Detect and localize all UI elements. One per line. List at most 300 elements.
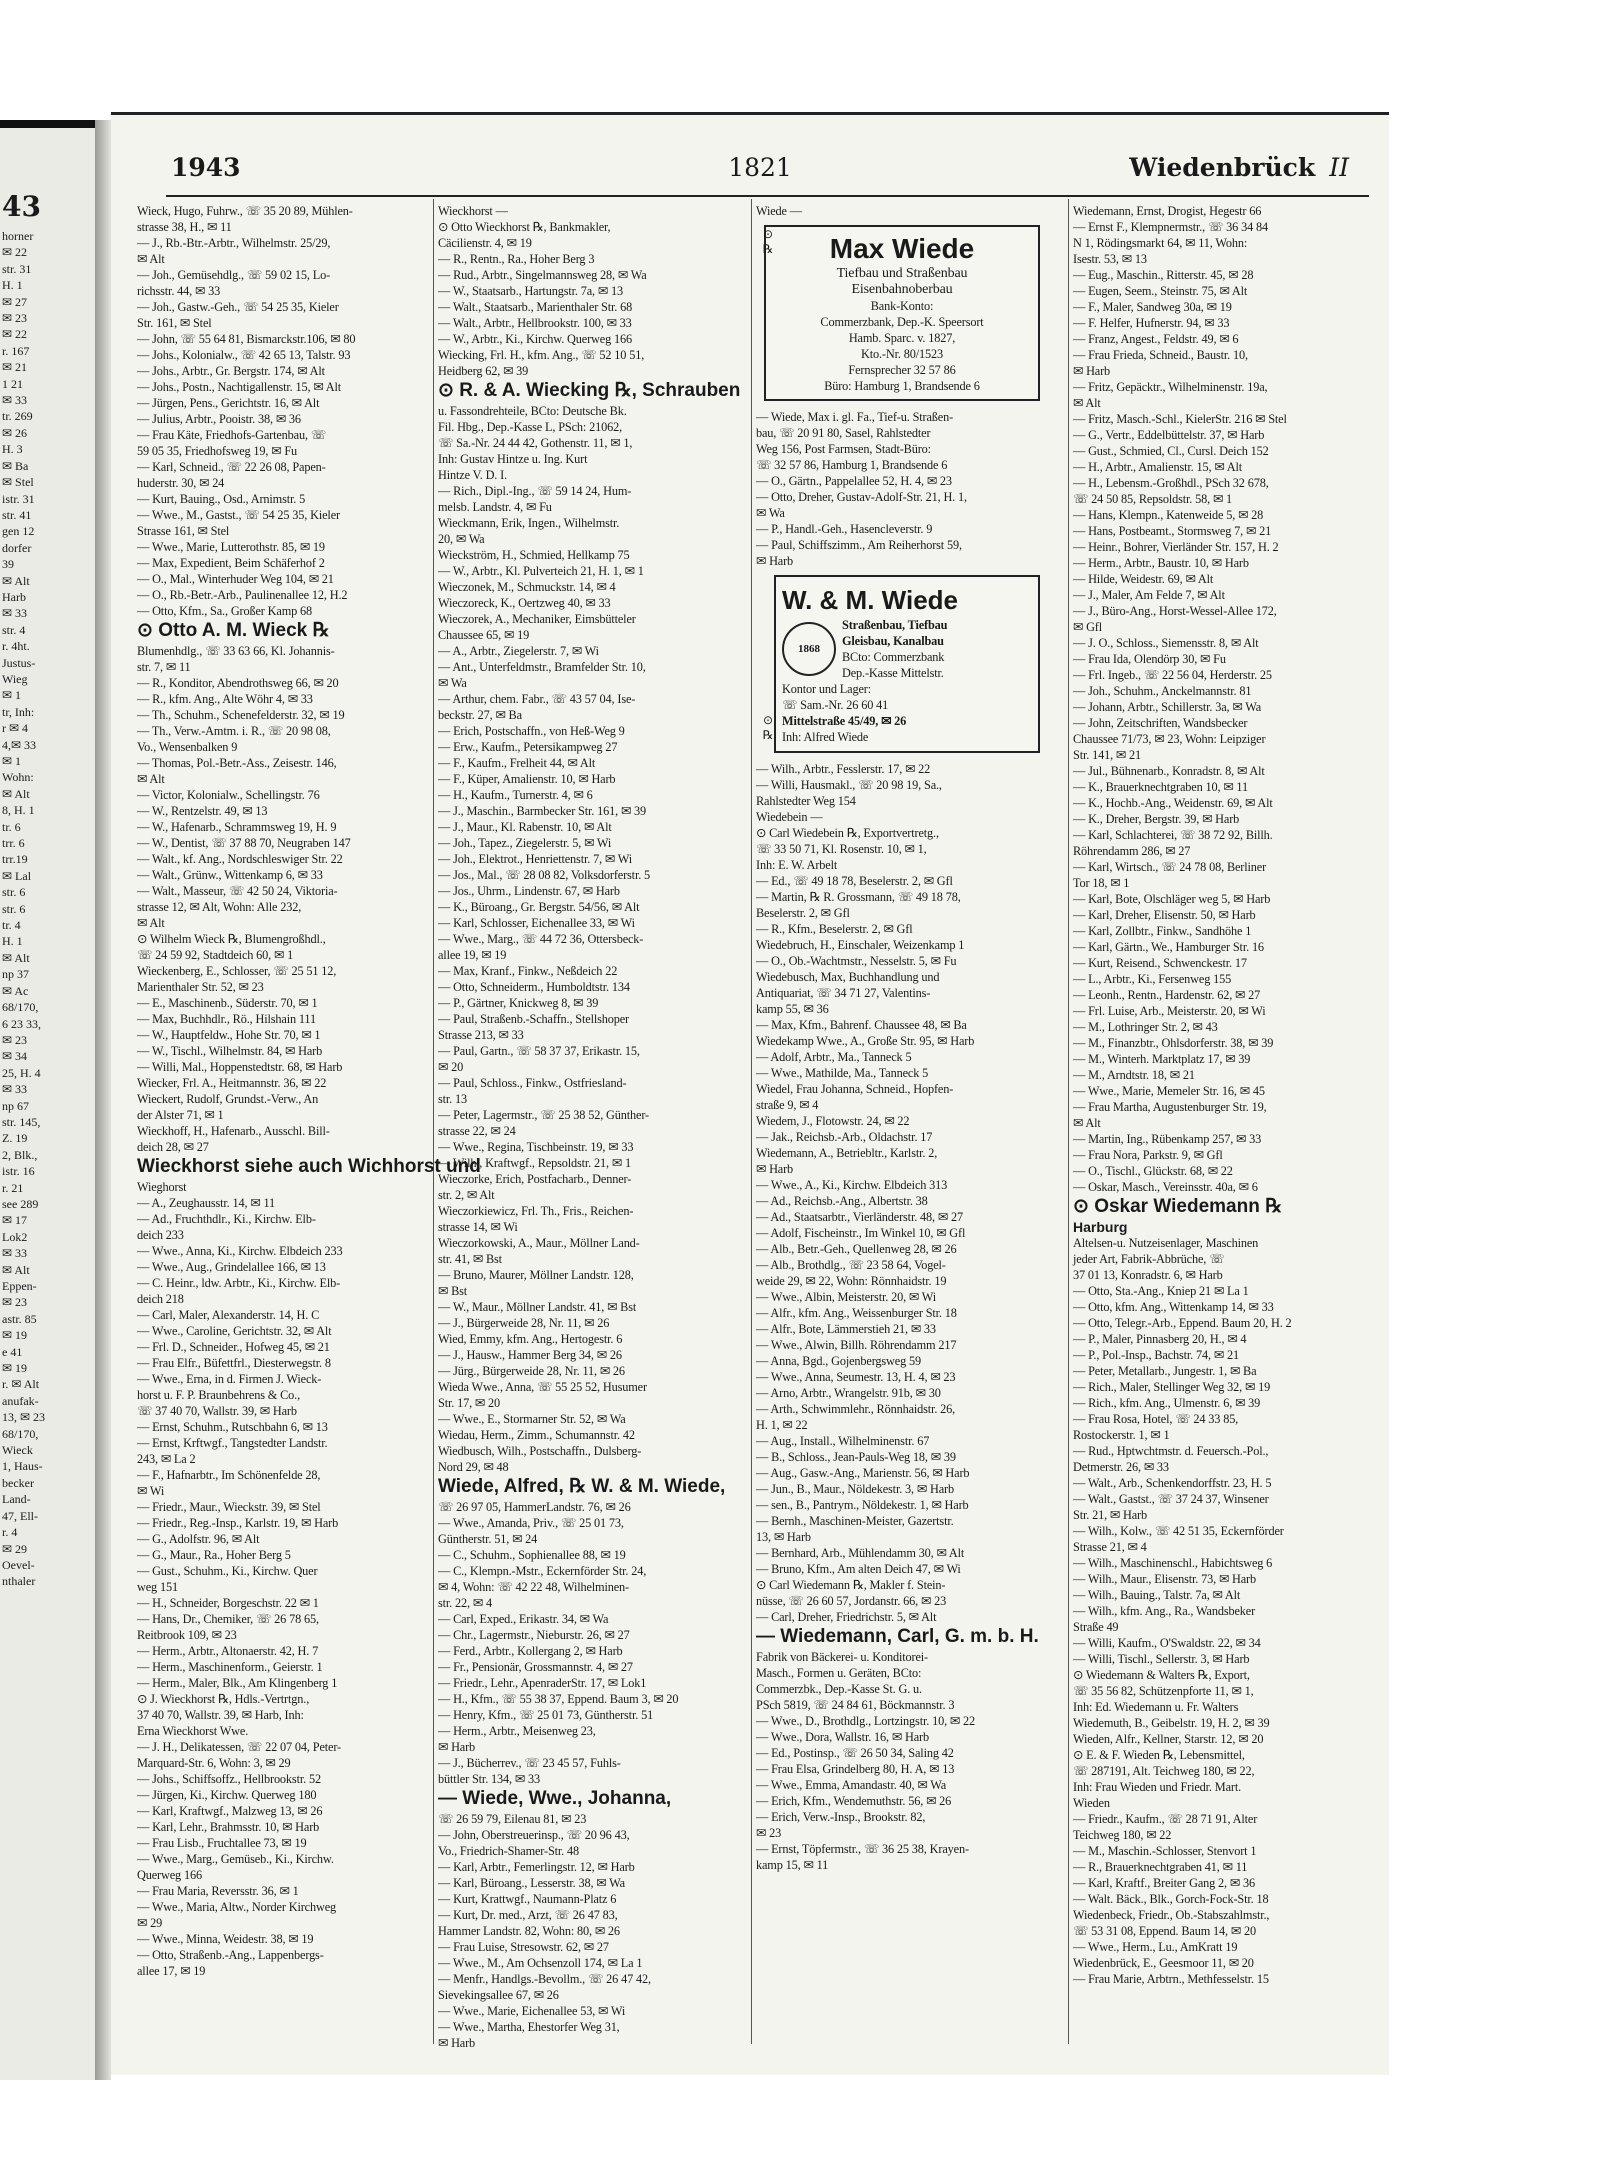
directory-entry: str. 22, ✉ 4	[438, 1596, 492, 1610]
previous-page-line: ✉ 22	[2, 327, 28, 342]
directory-entry: — Friedr., Reg.-Insp., Karlstr. 19, ✉ Harb	[137, 1516, 339, 1530]
directory-entry: — Thomas, Pol.-Betr.-Ass., Zeisestr. 146,	[137, 756, 337, 770]
directory-entry: — O., Tischl., Glückstr. 68, ✉ 22	[1073, 1164, 1233, 1178]
previous-page-line: 68/170,	[2, 1426, 39, 1441]
previous-page-line: r ✉ 4	[2, 721, 29, 736]
directory-entry: — W., Arbtr., Ki., Kirchw. Querweg 166	[438, 332, 632, 346]
directory-entry: — Johann, Arbtr., Schillerstr. 3a, ✉ Wa	[1073, 700, 1262, 714]
column-separator	[433, 199, 434, 2044]
directory-entry: ✉ Wa	[756, 506, 785, 520]
directory-entry: — J. H., Delikatessen, ☏ 22 07 04, Peter-	[137, 1740, 341, 1754]
directory-entry: — Jos., Mal., ☏ 28 08 82, Volksdorferstr. 5	[438, 868, 651, 882]
previous-page-line: str. 4	[2, 622, 26, 637]
directory-entry: Beselerstr. 2, ✉ Gfl	[756, 906, 850, 920]
directory-entry: ☏ 24 59 92, Stadtdeich 60, ✉ 1	[137, 948, 294, 962]
directory-entry: — O., Rb.-Betr.-Arb., Paulinenallee 12, H.2	[137, 588, 348, 602]
directory-entry: — P., Gärtner, Knickweg 8, ✉ 39	[438, 996, 599, 1010]
directory-entry: — L., Arbtr., Ki., Fersenweg 155	[1073, 972, 1232, 986]
directory-entry: — John, ☏ 55 64 81, Bismarckstr.106, ✉ 80	[137, 332, 356, 346]
directory-entry: — Otto, Kfm., Sa., Großer Kamp 68	[137, 604, 313, 618]
directory-entry: — John, Zeitschriften, Wandsbecker	[1073, 716, 1248, 730]
directory-entry: — C., Schuhm., Sophienallee 88, ✉ 19	[438, 1548, 626, 1562]
directory-entry: — P., Maler, Pinnasberg 20, H., ✉ 4	[1073, 1332, 1247, 1346]
page-header	[171, 153, 1349, 187]
directory-entry: Wiedau, Herm., Zimm., Schumannstr. 42	[438, 1428, 635, 1442]
directory-entry: — Frau Ida, Olendörp 30, ✉ Fu	[1073, 652, 1226, 666]
directory-entry: — R., Brauerknechtgraben 41, ✉ 11	[1073, 1860, 1248, 1874]
previous-page-heading: 43	[2, 190, 41, 223]
directory-entry: H. 1, ✉ 22	[756, 1418, 808, 1432]
previous-page-line: r. 4ht.	[2, 639, 30, 654]
book-gutter	[95, 120, 111, 2080]
directory-entry: — Wwe., Marie, Memeler Str. 16, ✉ 45	[1073, 1084, 1265, 1098]
directory-entry: — Erich, Postschaffn., von Heß-Weg 9	[438, 724, 625, 738]
directory-entry: — Wilh., Maschinenschl., Habichtsweg 6	[1073, 1556, 1273, 1570]
directory-entry: — P., Pol.-Insp., Bachstr. 74, ✉ 21	[1073, 1348, 1239, 1362]
previous-page-line: ✉ 33	[2, 606, 28, 621]
directory-entry: — Wwe., Marie, Eichenallee 53, ✉ Wi	[438, 2004, 626, 2018]
directory-entry: — F., Küper, Amalienstr. 10, ✉ Harb	[438, 772, 616, 786]
directory-entry: str. 7, ✉ 11	[137, 660, 191, 674]
directory-entry: — Wwe., Erna, in d. Firmen J. Wieck-	[137, 1372, 322, 1386]
directory-entry: — Eug., Maschin., Ritterstr. 45, ✉ 28	[1073, 268, 1254, 282]
directory-entry: Wiedenbrück, E., Geesmoor 11, ✉ 20	[1073, 1956, 1254, 1970]
directory-entry: — Friedr., Kaufm., ☏ 28 71 91, Alter	[1073, 1812, 1258, 1826]
directory-entry: Chaussee 65, ✉ 19	[438, 628, 530, 642]
directory-entry: — Frau Lisb., Fruchtallee 73, ✉ 19	[137, 1836, 307, 1850]
column-separator	[751, 199, 752, 2044]
directory-entry: — Wilh., Kraftwgf., Repsoldstr. 21, ✉ 1	[438, 1156, 631, 1170]
directory-entry: deich 218	[137, 1292, 184, 1306]
directory-entry: — Peter, Metallarb., Jungestr. 1, ✉ Ba	[1073, 1364, 1257, 1378]
directory-entry: weg 151	[137, 1580, 178, 1594]
directory-entry: — Kurt, Reisend., Schwenckestr. 17	[1073, 956, 1247, 970]
directory-entry: — H., Arbtr., Amalienstr. 15, ✉ Alt	[1073, 460, 1243, 474]
directory-entry: Wieden	[1073, 1796, 1110, 1810]
directory-entry: — Oskar, Masch., Vereinsstr. 40a, ✉ 6	[1073, 1180, 1258, 1194]
previous-page-line: Lok2	[2, 1229, 28, 1244]
directory-entry: — Herm., Arbtr., Altonaerstr. 42, H. 7	[137, 1644, 319, 1658]
ad-line: Eisenbahnoberbau	[851, 282, 953, 297]
directory-entry: strasse 14, ✉ Wi	[438, 1220, 518, 1234]
directory-entry: — Rich., kfm. Ang., Ulmenstr. 6, ✉ 39	[1073, 1396, 1261, 1410]
directory-entry: Chaussee 71/73, ✉ 23, Wohn: Leipziger	[1073, 732, 1266, 746]
directory-entry: jeder Art, Fabrik-Abbrüche, ☏	[1073, 1252, 1225, 1266]
directory-entry: — Bruno, Kfm., Am alten Deich 47, ✉ Wi	[756, 1562, 961, 1576]
directory-entry: — Joh., Tapez., Ziegelerstr. 5, ✉ Wi	[438, 836, 612, 850]
previous-page-line: tr, Inh:	[2, 704, 35, 719]
directory-entry: — Carl, Maler, Alexanderstr. 14, H. C	[137, 1308, 320, 1322]
directory-entry: Sievekingsallee 67, ✉ 26	[438, 1988, 559, 2002]
directory-entry: Erna Wieckhorst Wwe.	[137, 1724, 249, 1738]
directory-entry: — Wilh., Maur., Elisenstr. 73, ✉ Harb	[1073, 1572, 1257, 1586]
directory-entry: Reitbrook 109, ✉ 23	[137, 1628, 237, 1642]
directory-entry: — Walt., Arb., Schenkendorffstr. 23, H. 5	[1073, 1476, 1272, 1490]
directory-entry: — Eugen, Seem., Steinstr. 75, ✉ Alt	[1073, 284, 1248, 298]
directory-entry: — G., Vertr., Eddelbüttelstr. 37, ✉ Harb	[1073, 428, 1265, 442]
directory-entry: — Fritz, Gepäcktr., Wilhelminenstr. 19a,	[1073, 380, 1268, 394]
directory-entry: — Walt., Gastst., ☏ 37 24 37, Winsener	[1073, 1492, 1269, 1506]
directory-entry: — Johs., Schiffsoffz., Hellbrookstr. 52	[137, 1772, 321, 1786]
previous-page-line: dorfer	[2, 540, 32, 555]
page-number: 1821	[728, 153, 792, 182]
directory-entry: — Frau Martha, Augustenburger Str. 19,	[1073, 1100, 1267, 1114]
ad-line: Kontor und Lager:	[782, 682, 871, 696]
directory-entry: — Ed., Postinsp., ☏ 26 50 34, Saling 42	[756, 1746, 954, 1760]
directory-entry: Heidberg 62, ✉ 39	[438, 364, 529, 378]
directory-entry: — Wilh., Kolw., ☏ 42 51 35, Eckernförder	[1073, 1524, 1284, 1538]
directory-entry: str. 41, ✉ Bst	[438, 1252, 502, 1266]
previous-page-line: ✉ Ba	[2, 458, 29, 473]
directory-entry: Wieczorek, A., Mechaniker, Eimsbütteler	[438, 612, 636, 626]
directory-entry: — sen., B., Pantrym., Nöldekestr. 1, ✉ Harb	[756, 1498, 969, 1512]
directory-entry: — Rich., Dipl.-Ing., ☏ 59 14 24, Hum-	[438, 484, 632, 498]
directory-entry: — Rich., Maler, Stellinger Weg 32, ✉ 19	[1073, 1380, 1271, 1394]
directory-entry: ☏ 287191, Alt. Teichweg 180, ✉ 22,	[1073, 1764, 1255, 1778]
directory-entry: der Alster 71, ✉ 1	[137, 1108, 224, 1122]
directory-entry: Commerzbk., Dep.-Kasse St. G. u.	[756, 1682, 922, 1696]
directory-entry: — Ernst, Schuhm., Rutschbahn 6, ✉ 13	[137, 1420, 328, 1434]
directory-entry: — Karl, Schneid., ☏ 22 26 08, Papen-	[137, 460, 326, 474]
directory-entry: — Jos., Uhrm., Lindenstr. 67, ✉ Harb	[438, 884, 620, 898]
directory-entry: — Frau Luise, Stresowstr. 62, ✉ 27	[438, 1940, 609, 1954]
directory-entry: allee 19, ✉ 19	[438, 948, 507, 962]
directory-entry: — Fr., Pensionär, Grossmannstr. 4, ✉ 27	[438, 1660, 633, 1674]
directory-entry: — Otto, Dreher, Gustav-Adolf-Str. 21, H. 1,	[756, 490, 967, 504]
directory-entry: — Ad., Fruchthdlr., Ki., Kirchw. Elb-	[137, 1212, 316, 1226]
directory-entry: ✉ Alt	[1073, 396, 1101, 410]
directory-entry: ☏ 35 56 82, Schützenpforte 11, ✉ 1,	[1073, 1684, 1254, 1698]
directory-entry: — J. O., Schloss., Siemensstr. 8, ✉ Alt	[1073, 636, 1259, 650]
directory-entry: — Carl, Dreher, Friedrichstr. 5, ✉ Alt	[756, 1610, 937, 1624]
directory-entry: — Hans, Dr., Chemiker, ☏ 26 78 65,	[137, 1612, 319, 1626]
directory-entry: — W., Staatsarb., Hartungstr. 7a, ✉ 13	[438, 284, 623, 298]
directory-entry: — Wilh., kfm. Ang., Ra., Wandsbeker	[1073, 1604, 1256, 1618]
directory-entry: Str. 141, ✉ 21	[1073, 748, 1141, 762]
directory-entry: — F. Helfer, Hufnerstr. 94, ✉ 33	[1073, 316, 1230, 330]
directory-entry: — Rud., Arbtr., Singelmannsweg 28, ✉ Wa	[438, 268, 647, 282]
directory-entry: — Otto, Schneiderm., Humboldtstr. 134	[438, 980, 630, 994]
directory-entry: — Frau Maria, Reversstr. 36, ✉ 1	[137, 1884, 299, 1898]
previous-page-line: e 41	[2, 1344, 23, 1359]
directory-entry: — Alfr., kfm. Ang., Weissenburger Str. 18	[756, 1306, 957, 1320]
previous-page-line: 1, Haus-	[2, 1459, 43, 1474]
previous-page-line: r. 4	[2, 1525, 18, 1540]
directory-entry: — Walt., Grünw., Wittenkamp 6, ✉ 33	[137, 868, 323, 882]
directory-entry: — Henry, Kfm., ☏ 25 01 73, Güntherstr. 51	[438, 1708, 654, 1722]
previous-page-line: ✉ 21	[2, 360, 28, 375]
directory-entry: — Frau Rosa, Hotel, ☏ 24 33 85,	[1073, 1412, 1239, 1426]
directory-page	[111, 112, 1389, 2075]
directory-entry: ✉ Harb	[756, 1162, 794, 1176]
directory-entry: — Bernhard, Arb., Mühlendamm 30, ✉ Alt	[756, 1546, 965, 1560]
directory-entry: — W., Hauptfeldw., Hohe Str. 70, ✉ 1	[137, 1028, 321, 1042]
directory-entry: — Johs., Kolonialw., ☏ 42 65 13, Talstr. 93	[137, 348, 351, 362]
directory-entry: Wiedbusch, Wilh., Postschaffn., Dulsberg-	[438, 1444, 642, 1458]
directory-entry: — Karl, Arbtr., Femerlingstr. 12, ✉ Harb	[438, 1860, 635, 1874]
directory-entry: — Wwe., Mathilde, Ma., Tanneck 5	[756, 1066, 929, 1080]
previous-page-line: tr. 269	[2, 409, 33, 424]
directory-entry: — Wwe., Minna, Weidestr. 38, ✉ 19	[137, 1932, 314, 1946]
directory-entry: Güntherstr. 51, ✉ 24	[438, 1532, 538, 1546]
directory-entry: — Frau Elfr., Büfettfrl., Diesterwegstr. 8	[137, 1356, 331, 1370]
ad-line: Dep.-Kasse Mittelstr.	[842, 666, 944, 680]
ad-line: Commerzbank, Dep.-K. Speersort	[820, 315, 984, 329]
directory-entry: — Wwe., Anna, Seumestr. 13, H. 4, ✉ 23	[756, 1370, 956, 1384]
directory-entry: ✉ Alt	[1073, 1116, 1101, 1130]
directory-entry: — Victor, Kolonialw., Schellingstr. 76	[137, 788, 320, 802]
directory-entry: — Wwe., M., Gastst., ☏ 54 25 35, Kieler	[137, 508, 340, 522]
previous-page-line: Justus-	[2, 655, 36, 670]
directory-entry: Altelsen-u. Nutzeisenlager, Maschinen	[1073, 1236, 1259, 1250]
directory-entry: ✉ Harb	[756, 554, 794, 568]
directory-entry: kamp 15, ✉ 11	[756, 1858, 829, 1872]
directory-entry: — Ferd., Arbtr., Kollergang 2, ✉ Harb	[438, 1644, 623, 1658]
directory-entry: Wieckhorst —	[438, 204, 508, 218]
directory-entry: beckstr. 27, ✉ Ba	[438, 708, 522, 722]
directory-entry: — P., Handl.-Geh., Hasencleverstr. 9	[756, 522, 933, 536]
previous-page-line: str. 31	[2, 261, 32, 276]
ad-line: Straßenbau, Tiefbau	[842, 618, 948, 632]
directory-entry: Inh: Frau Wieden und Friedr. Mart.	[1073, 1780, 1242, 1794]
directory-entry: — H., Lebensm.-Großhdl., PSch 32 678,	[1073, 476, 1269, 490]
directory-entry: — Alb., Betr.-Geh., Quellenweg 28, ✉ 26	[756, 1242, 957, 1256]
previous-page-line: anufak-	[2, 1393, 39, 1408]
directory-entry: Wiedenbeck, Friedr., Ob.-Stabszahlmstr.,	[1073, 1908, 1270, 1922]
previous-page-line: trr. 6	[2, 836, 25, 851]
directory-entry: — W., Dentist, ☏ 37 88 70, Neugraben 147	[137, 836, 351, 850]
directory-entry: 20, ✉ Wa	[438, 532, 485, 546]
directory-entry: — Wilh., Bauing., Talstr. 7a, ✉ Alt	[1073, 1588, 1241, 1602]
directory-entry: Wiecking, Frl. H., kfm. Ang., ☏ 52 10 51,	[438, 348, 645, 362]
directory-entry: — Heinr., Bohrer, Vierländer Str. 157, H. 2	[1073, 540, 1279, 554]
previous-page-line: ✉ Lal	[2, 868, 32, 883]
header-year: 1943	[171, 153, 241, 182]
directory-entry: — Bruno, Maurer, Möllner Landstr. 128,	[438, 1268, 634, 1282]
directory-entry: — Karl, Schlosser, Eichenallee 33, ✉ Wi	[438, 916, 635, 930]
directory-entry: ⊙ J. Wieckhorst ℞, Hdls.-Vertrtgn.,	[137, 1692, 310, 1706]
directory-entry: ☏ 37 40 70, Wallstr. 39, ✉ Harb	[137, 1404, 297, 1418]
directory-entry: — O., Gärtn., Pappelallee 52, H. 4, ✉ 23	[756, 474, 952, 488]
directory-entry: — Jürg., Bürgerweide 28, Nr. 11, ✉ 26	[438, 1364, 625, 1378]
directory-entry: Querweg 166	[137, 1868, 202, 1882]
directory-entry: Inh: Ed. Wiedemann u. Fr. Walters	[1073, 1700, 1239, 1714]
previous-page-line: 39	[2, 557, 14, 572]
directory-entry: bau, ☏ 20 91 80, Sasel, Rahlstedter	[756, 426, 931, 440]
ad-line: BCto: Commerzbank	[842, 650, 945, 664]
directory-entry: — Gust., Schuhm., Ki., Kirchw. Quer	[137, 1564, 318, 1578]
directory-entry: — Wiede, Max i. gl. Fa., Tief-u. Straßen-	[756, 410, 954, 424]
directory-entry: ✉ 23	[756, 1826, 782, 1840]
directory-entry: str. 2, ✉ Alt	[438, 1188, 495, 1202]
section-title	[1129, 153, 1349, 182]
directory-entry: Str. 161, ✉ Stel	[137, 316, 212, 330]
directory-entry: Hintze V. D. I.	[438, 468, 508, 482]
directory-entry: — W., Maur., Möllner Landstr. 41, ✉ Bst	[438, 1300, 637, 1314]
directory-entry: — John, Oberstreuerinsp., ☏ 20 96 43,	[438, 1828, 630, 1842]
directory-entry: Wieghorst	[137, 1180, 187, 1194]
previous-page-line: str. 145,	[2, 1114, 41, 1129]
ad-line: Hamb. Sparc. v. 1827,	[848, 331, 956, 345]
directory-entry: — Fritz, Masch.-Schl., KielerStr. 216 ✉ Stel	[1073, 412, 1287, 426]
directory-entry: — B., Schloss., Jean-Pauls-Weg 18, ✉ 39	[756, 1450, 956, 1464]
previous-page-line: ✉ 1	[2, 754, 22, 768]
directory-entry: — Willi, Tischl., Sellerstr. 3, ✉ Harb	[1073, 1652, 1250, 1666]
directory-entry: — Wwe., Martha, Ehestorfer Weg 31,	[438, 2020, 620, 2034]
directory-entry: Strasse 161, ✉ Stel	[137, 524, 230, 538]
directory-entry: — Ernst F., Klempnermstr., ☏ 36 34 84	[1073, 220, 1268, 234]
directory-entry: 37 01 13, Konradstr. 6, ✉ Harb	[1073, 1268, 1223, 1282]
directory-entry: ☏ 33 50 71, Kl. Rosenstr. 10, ✉ 1,	[756, 842, 927, 856]
directory-entry: — F., Kaufm., Frelheit 44, ✉ Alt	[438, 756, 596, 770]
ad-title: Max Wiede	[829, 233, 975, 264]
directory-entry: — O., Mal., Winterhuder Weg 104, ✉ 21	[137, 572, 334, 586]
directory-entry: Str. 21, ✉ Harb	[1073, 1508, 1147, 1522]
directory-entry: — Otto, Telegr.-Arb., Eppend. Baum 20, H. 2	[1073, 1316, 1292, 1330]
directory-entry: Inh: E. W. Arbelt	[756, 858, 838, 872]
directory-entry: Straße 49	[1073, 1620, 1119, 1634]
directory-entry: — Karl, Büroang., Lesserstr. 38, ✉ Wa	[438, 1876, 625, 1890]
directory-entry: — Hans, Postbeamt., Stormsweg 7, ✉ 21	[1073, 524, 1272, 538]
previous-page-line: trr.19	[2, 852, 28, 867]
directory-entry: Wiedebein —	[756, 810, 823, 824]
previous-page-line: ✉ 19	[2, 1361, 28, 1376]
directory-entry: — C., Klempn.-Mstr., Eckernförder Str. 24,	[438, 1564, 647, 1578]
directory-entry: ✉ Harb	[1073, 364, 1111, 378]
directory-entry: — Wwe., D., Brothdlg., Lortzingstr. 10, ✉ 22	[756, 1714, 975, 1728]
directory-entry: Detmerstr. 26, ✉ 33	[1073, 1460, 1169, 1474]
directory-entry: — Walt., Masseur, ☏ 42 50 24, Viktoria-	[137, 884, 338, 898]
directory-heading-entry: ⊙ Otto A. M. Wieck ℞	[137, 620, 330, 641]
directory-entry: Nord 29, ✉ 48	[438, 1460, 509, 1474]
previous-page-line: ✉ 23	[2, 1295, 28, 1310]
previous-page-line: Harb	[2, 589, 26, 604]
directory-entry: — Paul, Schiffszimm., Am Reiherhorst 59,	[756, 538, 962, 552]
directory-entry: strasse 22, ✉ 24	[438, 1124, 516, 1138]
directory-entry: — Anna, Bgd., Gojenbergsweg 59	[756, 1354, 922, 1368]
directory-entry: — Walt., kf. Ang., Nordschleswiger Str. 22	[137, 852, 343, 866]
directory-entry: — Wwe., Maria, Altw., Norder Kirchweg	[137, 1900, 336, 1914]
directory-entry: Teichweg 180, ✉ 22	[1073, 1828, 1172, 1842]
directory-entry: ☏ 24 50 85, Repsoldstr. 58, ✉ 1	[1073, 492, 1233, 506]
directory-entry: — Erw., Kaufm., Petersikampweg 27	[438, 740, 618, 754]
previous-page-line: ✉ 17	[2, 1213, 28, 1228]
directory-entry: — Wwe., Anna, Ki., Kirchw. Elbdeich 233	[137, 1244, 343, 1258]
directory-entry: Wieden, Alfr., Kellner, Starstr. 12, ✉ 20	[1073, 1732, 1264, 1746]
directory-entry: — Ed., ☏ 49 18 78, Beselerstr. 2, ✉ Gfl	[756, 874, 953, 888]
directory-entry: — Wwe., A., Ki., Kirchw. Elbdeich 313	[756, 1178, 948, 1192]
directory-entry: — Friedr., Maur., Wieckstr. 39, ✉ Stel	[137, 1500, 321, 1514]
directory-entry: ✉ Harb	[438, 1740, 476, 1754]
directory-entry: — Wwe., M., Am Ochsenzoll 174, ✉ La 1	[438, 1956, 643, 1970]
directory-entry: Wieckhoff, H., Hafenarb., Ausschl. Bill-	[137, 1124, 330, 1138]
directory-entry: — Martin, ℞ R. Grossmann, ☏ 49 18 78,	[756, 890, 961, 904]
ad-line: ☏ Sam.-Nr. 26 60 41	[782, 698, 889, 712]
directory-entry: — Wwe., Marg., Gemüseb., Ki., Kirchw.	[137, 1852, 334, 1866]
directory-entry: — E., Maschinenb., Süderstr. 70, ✉ 1	[137, 996, 318, 1010]
directory-entry: büttler Str. 134, ✉ 33	[438, 1772, 540, 1786]
directory-entry: — Martin, Ing., Rübenkamp 257, ✉ 33	[1073, 1132, 1262, 1146]
directory-entry: ☏ 26 59 79, Eilenau 81, ✉ 23	[438, 1812, 587, 1826]
directory-entry: ✉ Alt	[137, 772, 165, 786]
directory-entry: kamp 55, ✉ 36	[756, 1002, 829, 1016]
previous-page-line: ✉ Alt	[2, 950, 30, 965]
previous-page-line: Wieg	[2, 671, 28, 686]
directory-entry: — Aug., Install., Wilhelminenstr. 67	[756, 1434, 930, 1448]
directory-entry: — Joh., Schuhm., Anckelmannstr. 81	[1073, 684, 1252, 698]
previous-page-line: ✉ 23	[2, 1032, 28, 1047]
previous-page-line: tr. 4	[2, 918, 21, 933]
previous-page-line: ✉ Alt	[2, 1262, 30, 1277]
directory-entry: — Karl, Gärtn., We., Hamburger Str. 16	[1073, 940, 1264, 954]
directory-entry: Marienthaler Str. 52, ✉ 23	[137, 980, 264, 994]
previous-page-line: H. 1	[2, 278, 23, 293]
directory-entry: Fil. Hbg., Dep.-Kasse L, PSch: 21062,	[438, 420, 623, 434]
directory-entry: Wieczorkiewicz, Frl. Th., Fris., Reichen-	[438, 1204, 634, 1218]
directory-entry: — Wwe., Herm., Lu., AmKratt 19	[1073, 1940, 1238, 1954]
previous-page-line: H. 3	[2, 442, 23, 457]
ad-line: Kto.-Nr. 80/1523	[861, 347, 943, 361]
directory-entry: Str. 17, ✉ 20	[438, 1396, 500, 1410]
directory-entry: — R., kfm. Ang., Alte Wöhr 4, ✉ 33	[137, 692, 313, 706]
directory-entry: — Karl, Kraftf., Breiter Gang 2, ✉ 36	[1073, 1876, 1255, 1890]
previous-page-line: ✉ Alt	[2, 573, 30, 588]
directory-entry: — Wwe., Marie, Lutterothstr. 85, ✉ 19	[137, 540, 325, 554]
previous-page-line: gen 12	[2, 524, 35, 539]
directory-entry: — K., Dreher, Bergstr. 39, ✉ Harb	[1073, 812, 1240, 826]
previous-page-line: str. 6	[2, 901, 26, 916]
previous-page-line: Eppen-	[2, 1279, 37, 1293]
directory-entry: melsb. Landstr. 4, ✉ Fu	[438, 500, 552, 514]
directory-entry: ✉ 29	[137, 1916, 163, 1930]
directory-entry: huderstr. 30, ✉ 24	[137, 476, 225, 490]
directory-entry: — A., Arbtr., Ziegelerstr. 7, ✉ Wi	[438, 644, 599, 658]
directory-entry: — Frl. D., Schneider., Hofweg 45, ✉ 21	[137, 1340, 330, 1354]
directory-entry: Röhrendamm 286, ✉ 27	[1073, 844, 1191, 858]
directory-entry: — Jürgen, Ki., Kirchw. Querweg 180	[137, 1788, 317, 1802]
directory-entry: Inh: Gustav Hintze u. Ing. Kurt	[438, 452, 588, 466]
directory-entry: — Karl, Bote, Olschläger weg 5, ✉ Harb	[1073, 892, 1271, 906]
directory-entry: Wiedemann, A., Betriebltr., Karlstr. 2,	[756, 1146, 938, 1160]
directory-entry: — Aug., Gasw.-Ang., Marienstr. 56, ✉ Harb	[756, 1466, 970, 1480]
previous-page-line: ✉ 29	[2, 1541, 28, 1556]
directory-entry: Marquard-Str. 6, Wohn: 3, ✉ 29	[137, 1756, 291, 1770]
directory-entry: — Wilh., Arbtr., Fesslerstr. 17, ✉ 22	[756, 762, 931, 776]
previous-page-line: ✉ 27	[2, 294, 28, 309]
directory-entry: — Th., Schuhm., Schenefelderstr. 32, ✉ 19	[137, 708, 345, 722]
previous-page-line: r. 21	[2, 1180, 24, 1195]
directory-entry: — Wwe., Alwin, Billh. Röhrendamm 217	[756, 1338, 957, 1352]
directory-entry: — Peter, Lagermstr., ☏ 25 38 52, Günther-	[438, 1108, 650, 1122]
directory-entry: Wiedem, J., Flotowstr. 24, ✉ 22	[756, 1114, 910, 1128]
directory-entry: Hammer Landstr. 82, Wohn: 80, ✉ 26	[438, 1924, 620, 1938]
directory-entry: — H., Schneider, Borgeschstr. 22 ✉ 1	[137, 1596, 319, 1610]
directory-entry: — Willi, Mal., Hoppenstedtstr. 68, ✉ Harb	[137, 1060, 343, 1074]
previous-page-line: Land-	[2, 1492, 31, 1507]
directory-entry: — Otto, Sta.-Ang., Kniep 21 ✉ La 1	[1073, 1284, 1249, 1298]
previous-page-line: ✉ 26	[2, 425, 28, 440]
directory-entry: horst u. F. P. Braunbehrens & Co.,	[137, 1388, 300, 1402]
directory-entry: — Ernst, Töpfermstr., ☏ 36 25 38, Krayen-	[756, 1842, 969, 1856]
directory-entry: Masch., Formen u. Geräten, BCto:	[756, 1666, 922, 1680]
directory-entry: — Willi, Hausmakl., ☏ 20 98 19, Sa.,	[756, 778, 942, 792]
directory-entry: — Hans, Klempn., Katenweide 5, ✉ 28	[1073, 508, 1264, 522]
directory-entry: — Chr., Lagermstr., Nieburstr. 26, ✉ 27	[438, 1628, 630, 1642]
ad-title: W. & M. Wiede	[782, 585, 958, 615]
directory-entry: ⊙ Carl Wiedemann ℞, Makler f. Stein-	[756, 1578, 946, 1592]
directory-entry: — J., Hausw., Hammer Berg 34, ✉ 26	[438, 1348, 622, 1362]
previous-page-line: np 37	[2, 967, 29, 982]
